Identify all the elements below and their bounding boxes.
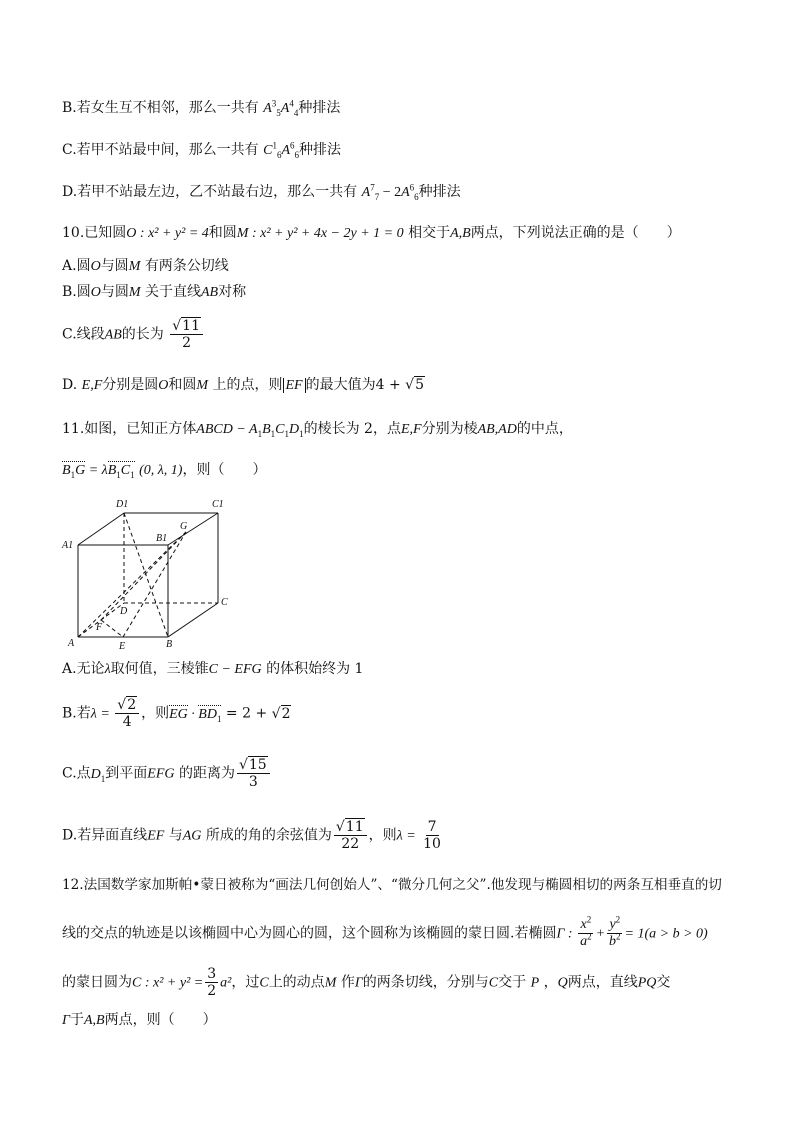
q11-condition xyxy=(62,462,266,480)
q12-line-2: 线的交点的轨迹是以该椭圆中心为圆心的圆，这个圆称为该椭圆的蒙日圆.若椭圆Γ : $\frac{x^2}{a^2}$ + $\frac{y^2}{b^2}$ = 1(a > b > 0) xyxy=(62,914,708,950)
label-d1: D1 xyxy=(116,499,129,510)
option-label: C. xyxy=(62,142,77,158)
plane-name: EFG xyxy=(147,766,175,782)
stem-text: 的中点， xyxy=(516,421,573,437)
value: = 2 + xyxy=(225,705,268,722)
option-text: 无论 xyxy=(76,661,105,677)
points-ab: A,B xyxy=(83,1013,105,1028)
option-label: D. xyxy=(62,377,78,393)
option-text: 若甲不站最中间，那么一共有 xyxy=(76,142,259,158)
points-ef: E,F xyxy=(400,422,422,437)
ellipse-condition: = 1(a > b > 0) xyxy=(624,926,708,942)
radicand: 5 xyxy=(415,377,424,393)
denominator: 2 xyxy=(207,983,217,1000)
formula-a5-a4: $A^3_5A^4_4$ xyxy=(263,98,299,118)
line-ab: AB xyxy=(201,285,219,300)
label-a: A xyxy=(68,638,75,649)
stem-text: 作 xyxy=(340,974,355,991)
line-ag: AG xyxy=(182,828,202,844)
stem-text: 两点，下列说法正确的是（ ） xyxy=(470,225,681,241)
option-text: 种排法 xyxy=(298,100,341,116)
option-text: ，则 xyxy=(368,827,397,844)
line-ef: EF xyxy=(147,828,165,844)
label-a1: A1 xyxy=(62,540,74,551)
option-text: 对称 xyxy=(218,284,247,300)
q10-option-d xyxy=(62,377,425,395)
line-pq: PQ xyxy=(637,975,657,991)
option-text: 若甲不站最左边，乙不站最右边，那么一共有 xyxy=(77,184,358,200)
option-text: 分别是圆 xyxy=(102,377,159,393)
denominator: 22 xyxy=(341,836,360,853)
q12-line-1: 12.法国数学家加斯帕•蒙日被称为“画法几何创始人”、“微分几何之父”.他发现与椭圆相切的两条互相垂直的切 xyxy=(62,877,722,893)
label-f: F xyxy=(96,622,103,633)
stem-text: 相交于 xyxy=(408,225,451,241)
option-label: A. xyxy=(62,661,77,677)
option-label: A. xyxy=(62,258,77,274)
radicand: 11 xyxy=(182,318,200,334)
equation-m: x² + y² + 4x − 2y + 1 = 0 xyxy=(260,226,404,241)
vector-b1g-equation: $B_1G = \lambda B_1C_1$ xyxy=(62,463,135,480)
denominator: 10 xyxy=(423,836,441,853)
q12-line-4: Γ于A,B两点，则（ ） xyxy=(62,1012,217,1028)
option-text: 关于直线 xyxy=(145,284,201,300)
option-text: 上的点，则 xyxy=(212,377,283,393)
fraction-x2-a2: $\frac{x^2}{a^2}$ xyxy=(580,914,592,950)
denominator: 2 xyxy=(182,335,192,352)
q12-line-3: 的蒙日圆为C : x² + y² = $\frac{3}{2}$ a²，过C上的动点M 作Γ的两条切线，分别与C交于 P ，Q两点，直线PQ交 xyxy=(62,966,671,1000)
formula-c6-a6: $C^1_6A^6_6$ xyxy=(263,140,300,160)
option-label: C. xyxy=(62,326,77,343)
option-text: 与圆 xyxy=(100,284,129,300)
q9-option-b xyxy=(62,100,340,118)
a-squared: a² xyxy=(220,975,232,991)
symbol-o: O xyxy=(126,226,137,241)
sqrt-2: √2 xyxy=(271,705,291,722)
q11-stem xyxy=(62,421,573,439)
formula-a7-2a6: $A^7_7 - 2A^6_6$ xyxy=(361,182,419,202)
q11-option-a: A.无论λ取何值，三棱锥C − EFG 的体积始终为 1 xyxy=(62,661,364,677)
denominator: 3 xyxy=(248,774,258,791)
stem-text: 和圆 xyxy=(208,225,237,241)
radicand: 11 xyxy=(345,819,364,835)
segment-ag xyxy=(78,532,186,637)
fraction-3-over-2: $\frac{3}{2}$ xyxy=(207,966,217,1000)
denominator: 4 xyxy=(122,714,132,731)
stem-text: ，过 xyxy=(231,974,260,991)
option-text: 有两条公切线 xyxy=(144,258,229,274)
option-text: 点 xyxy=(76,765,91,782)
symbol-m: M xyxy=(236,226,249,241)
option-text: 若异面直线 xyxy=(77,827,148,844)
option-label: D. xyxy=(62,184,78,200)
symbol-o: O xyxy=(90,259,101,274)
option-text: 的长为 xyxy=(121,326,164,343)
vector-dot-product: EG · $BD_1$ xyxy=(169,706,222,724)
option-label: B. xyxy=(62,284,77,300)
label-g: G xyxy=(180,521,188,532)
label-c: C xyxy=(221,597,228,608)
option-label: D. xyxy=(62,827,78,844)
stem-text: 线的交点的轨迹是以该椭圆中心为圆心的圆，这个圆称为该椭圆的蒙日圆.若椭圆 xyxy=(62,925,557,942)
option-text: 圆 xyxy=(76,258,91,274)
segment-bd1 xyxy=(124,513,168,637)
edge-bc xyxy=(168,603,218,637)
radicand: 15 xyxy=(248,757,267,773)
value: 4 + xyxy=(375,377,401,393)
option-text: 所成的角的余弦值为 xyxy=(205,827,332,844)
stem-text: 于 xyxy=(69,1012,84,1028)
label-b1: B1 xyxy=(156,533,168,544)
q9-option-d xyxy=(62,184,461,202)
stem-text: 两点，直线 xyxy=(567,974,638,991)
stem-text: 10.已知圆 xyxy=(62,225,127,241)
option-text: 到平面 xyxy=(105,765,148,782)
fraction-y2-b2: $\frac{y^2}{b^2}$ xyxy=(609,914,621,950)
fraction-sqrt2-over-4: $\frac{√2}{4}$ xyxy=(115,697,139,730)
radicand: 2 xyxy=(127,697,137,713)
stem-text: 的棱长为 2，点 xyxy=(303,421,401,437)
option-label: B. xyxy=(62,100,77,116)
stem-text: 的两条切线，分别与 xyxy=(362,974,489,991)
cube-base: ABCD xyxy=(196,422,233,437)
stem-text: ，则（ ） xyxy=(182,462,267,478)
option-text: 和圆 xyxy=(168,377,197,393)
option-text: 与圆 xyxy=(100,258,129,274)
option-text: 的距离为 xyxy=(178,765,235,782)
q11-option-d: D.若异面直线EF 与AG 所成的角的余弦值为 $\frac{√11}{22}$ ，则λ = $\frac{7}{10}$ xyxy=(62,819,441,853)
option-text: 圆 xyxy=(76,284,91,300)
fraction-sqrt11-over-2: $\frac{√11}{2}$ xyxy=(170,318,203,351)
q9-option-c xyxy=(62,142,341,160)
stem-text: 的蒙日圆为 xyxy=(62,974,132,991)
option-text: 与 xyxy=(168,827,183,844)
stem-text: 上的动点 xyxy=(268,974,325,991)
cube-name: ABCD − $A_1B_1C_1D_1$ xyxy=(196,422,304,439)
label-d: D xyxy=(120,606,128,617)
q10-stem: 10.已知圆O : x² + y² = 4和圆M : x² + y² + 4x − 2y + 1 = 0 相交于A,B两点，下列说法正确的是（ ） xyxy=(62,225,681,241)
symbol-o: O xyxy=(158,378,169,393)
q11-option-b: B.若λ = $\frac{√2}{4}$ ，则EG · $BD_1 = 2 + √2$ xyxy=(62,697,291,731)
equation-o: x² + y² = 4 xyxy=(148,226,209,241)
symbol-m: M xyxy=(128,285,141,300)
stem-text: 交 xyxy=(656,974,671,991)
symbol-m: M xyxy=(196,378,209,393)
stem-text: 两点，则（ ） xyxy=(104,1012,217,1028)
symbol-o: O xyxy=(90,285,101,300)
label-e: E xyxy=(119,641,126,652)
option-text: 种排法 xyxy=(299,142,342,158)
fraction-7-over-10: $\frac{7}{10}$ xyxy=(423,819,441,853)
abs-ef: EF xyxy=(283,378,306,393)
stem-text: 分别为棱 xyxy=(421,421,478,437)
option-text: ，则 xyxy=(141,705,170,722)
option-text: 的体积始终为 1 xyxy=(266,661,364,677)
q10-option-a xyxy=(62,258,229,276)
segment-ab: AB xyxy=(104,327,122,343)
option-text: 若女生互不相邻，那么一共有 xyxy=(76,100,259,116)
segment-eg xyxy=(123,532,186,637)
option-text: 线段 xyxy=(76,326,105,343)
points-ab: A,B xyxy=(450,226,471,241)
segment-ef xyxy=(101,620,123,637)
solid-name: C − EFG xyxy=(208,662,262,677)
option-text: 取何值，三棱锥 xyxy=(110,661,209,677)
edge-b1c1 xyxy=(168,513,218,545)
stem-text: 11.如图，已知正方体 xyxy=(62,421,197,437)
option-text: 种排法 xyxy=(418,184,461,200)
fraction-sqrt11-over-22: $\frac{√11}{22}$ xyxy=(334,819,367,852)
points-ef: E,F xyxy=(81,378,103,393)
option-label: C. xyxy=(62,765,77,782)
sqrt-5: √5 xyxy=(405,377,424,393)
equation-c: C : x² + y² = xyxy=(132,975,204,991)
lambda-range: (0, λ, 1) xyxy=(139,463,183,478)
radicand: 2 xyxy=(281,705,291,722)
stem-text: 交于 xyxy=(498,974,527,991)
q11-option-c: C.点$D_1$到平面EFG 的距离为 $\frac{√15}{3}$ xyxy=(62,757,272,790)
option-label: B. xyxy=(62,705,77,722)
option-text: 的最大值为 xyxy=(305,377,376,393)
fraction-sqrt15-over-3: $\frac{√15}{3}$ xyxy=(237,757,270,790)
q10-option-b xyxy=(62,284,246,302)
option-text: 若 xyxy=(76,705,91,722)
edge-a1d1 xyxy=(78,513,124,545)
label-c1: C1 xyxy=(212,499,224,510)
cube-figure xyxy=(58,495,248,655)
label-b: B xyxy=(166,639,173,650)
q10-option-c xyxy=(62,318,205,351)
symbol-m: M xyxy=(128,259,141,274)
edges-ab-ad: AB,AD xyxy=(477,422,517,437)
